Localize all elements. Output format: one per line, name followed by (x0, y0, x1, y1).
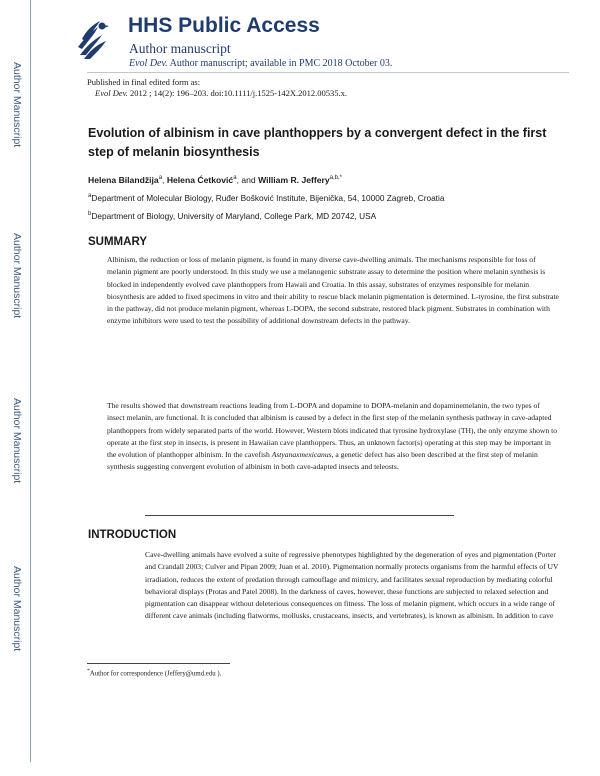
hhs-public-access-title: HHS Public Access (128, 14, 320, 37)
introduction-paragraph: Cave-dwelling animals have evolved a suite of regressive phenotypes highlighted by the degeneration of eyes and pigmentation (Porter and Crandall 2003; Culver and Pipan 2009; Juan et al. 2010). Pigmentation normally protects organisms from the harmful effects of UV irradiation, reduces the extent of predation through camouflage and mimicry, and facilitates sexual reproduction by mediating colorful behavioral displays (Protas and Patel 2008). In the darkness of caves, however, these functions are subjected to relaxed selection and pigmentation can disappear without deleterious consequences on fitness. The loss of melanin pigment, which occurs in a wide range of different cave animals (including flatworms, mollusks, crustaceans, insects, and vertebrates), is known as albinism. In addition to cave (145, 550, 559, 621)
author-affiliation-mark: a,b,* (329, 175, 342, 181)
published-in-label: Published in final edited form as: (87, 77, 201, 87)
manuscript-availability (129, 58, 392, 69)
author-affiliation-mark: a (233, 175, 237, 181)
summary-text: , a genetic defect has also been described at the first step of melanin synthesis suggesting convergent evolution of albinism in both cave-adapted insects and teleosts. (107, 450, 538, 472)
author-manuscript-margin (0, 0, 31, 776)
affiliation-text: Department of Biology, University of Maryland, College Park, MD 20742, USA (91, 211, 377, 221)
citation-journal: Evol Dev. (95, 88, 128, 98)
summary-paragraph-2 (107, 400, 559, 474)
journal-name: Evol Dev. (129, 58, 168, 69)
affiliation-mark: b (88, 211, 92, 217)
author-list (88, 175, 342, 185)
affiliation-text: Department of Molecular Biology, Ruđer Bošković Institute, Bijenička, 54, 10000 Zagreb, Croatia (91, 193, 445, 203)
author-separator: , and (236, 175, 259, 185)
author-manuscript-label: Author Manuscript (11, 233, 23, 319)
citation-details: 2012 ; 14(2): 196–203. doi:10.1111/j.1525-142X.2012.00535.x. (130, 88, 347, 98)
hhs-eagle-logo-icon (76, 17, 110, 65)
margin-rule (30, 0, 31, 762)
affiliation-b (88, 211, 376, 221)
author-manuscript-label: Author Manuscript (11, 566, 23, 652)
section-divider (145, 515, 454, 516)
footnote-text: Author for correspondence (Jeffery@umd.edu ). (89, 670, 222, 678)
author-name: William R. Jeffery (258, 175, 330, 185)
article-title: Evolution of albinism in cave planthoppers by a convergent defect in the first step of melanin biosynthesis (88, 126, 547, 159)
correspondence-footnote (87, 668, 221, 677)
author-manuscript-label: Author Manuscript (11, 398, 23, 484)
author-manuscript-label: Author Manuscript (11, 62, 23, 148)
summary-paragraph-1: Albinism, the reduction or loss of melanin pigment, is found in many diverse cave-dwelling animals. The mechanisms responsible for loss of melanin pigment are poorly understood. In this study we use a melanogenic substrate assay to determine the position where melanin synthesis is blocked in independently evolved cave planthoppers from Hawaii and Croatia. In this assay, substrates of enzymes responsible for melanin biosynthesis are added to fixed specimens in vitro and their ability to rescue black melanin pigmentation is determined. L-tyrosine, the first substrate in the pathway, did not produce melanin pigment, whereas L-DOPA, the second substrate, restored black pigment. Substrates in combination with enzyme inhibitors were used to test the possibility of additional downstream defects in the pathway. (107, 255, 559, 326)
footnote-marker: * (87, 668, 90, 674)
affiliation-a (88, 193, 444, 203)
author-separator: , (162, 175, 167, 185)
author-manuscript-subtitle: Author manuscript (129, 41, 231, 56)
footnote-divider (87, 663, 230, 664)
introduction-heading: INTRODUCTION (88, 529, 177, 541)
header-divider (87, 72, 569, 73)
author-name: Helena Bilandžija (88, 175, 159, 185)
species-name: mexicanus (299, 450, 332, 460)
author-name: Helena Ćetković (166, 175, 234, 185)
availability-text: Author manuscript; available in PMC 2018 October 03. (169, 58, 393, 69)
summary-heading: SUMMARY (88, 236, 147, 248)
citation-line (95, 88, 347, 98)
summary-text: The results showed that downstream reactions leading from L-DOPA and dopamine to DOPA-melanin and dopaminemelanin, the two types of insect melanin, are functional. It is concluded that albinism is caused by a defect in the first step of the melanin synthesis pathway in cave-adapted planthoppers from widely separated parts of the world. However, Western blots indicated that tyrosine hydroxylase (TH), the only enzyme shown to operate at the first step in insects, is present in Hawaiian cave planthoppers. Thus, an unknown factor(s) operating at this step may be important in the evolution of planthopper albinism. In the cavefish (107, 401, 558, 460)
author-affiliation-mark: a (158, 175, 163, 181)
species-name: Astyanax (271, 450, 300, 460)
affiliation-mark: a (88, 193, 92, 199)
